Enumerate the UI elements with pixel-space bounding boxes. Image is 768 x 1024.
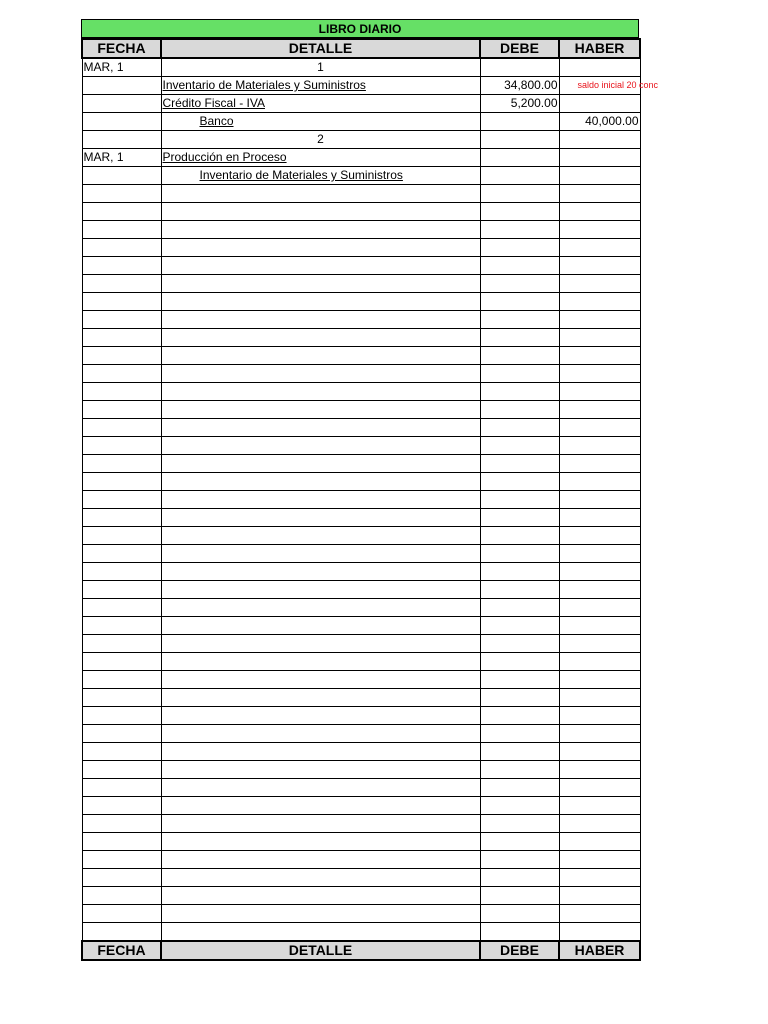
cell-debe[interactable] [480, 491, 559, 509]
account-name: Producción en Proceso [162, 150, 287, 164]
cell-debe[interactable] [480, 581, 559, 599]
cell-detalle[interactable] [161, 113, 480, 131]
empty-row [82, 671, 640, 689]
empty-row [82, 851, 640, 869]
cell-debe[interactable] [480, 815, 559, 833]
cell-haber[interactable] [559, 635, 640, 653]
cell-haber[interactable] [559, 311, 640, 329]
cell-debe[interactable] [480, 617, 559, 635]
cell-detalle[interactable] [161, 563, 480, 581]
cell-fecha[interactable]: MAR, 1 [82, 149, 161, 167]
cell-haber[interactable] [559, 851, 640, 869]
table-row [82, 77, 640, 95]
empty-row [82, 923, 640, 941]
cell-detalle[interactable] [161, 95, 480, 113]
cell-haber[interactable] [559, 401, 640, 419]
table-row [82, 149, 640, 167]
cell-haber[interactable] [559, 185, 640, 203]
cell-detalle[interactable] [161, 869, 480, 887]
empty-row [82, 779, 640, 797]
cell-haber[interactable] [559, 797, 640, 815]
cell-haber[interactable] [559, 149, 640, 167]
account-name: Crédito Fiscal - IVA [162, 96, 265, 110]
empty-row [82, 311, 640, 329]
cell-debe[interactable] [480, 635, 559, 653]
cell-haber[interactable] [559, 689, 640, 707]
cell-detalle[interactable] [161, 455, 480, 473]
ledger-sheet [81, 19, 659, 961]
cell-debe[interactable] [480, 923, 559, 941]
cell-detalle[interactable] [161, 167, 480, 185]
cell-haber[interactable] [559, 527, 640, 545]
cell-haber[interactable]: 40,000.00 [559, 113, 640, 131]
footer-row [82, 941, 640, 960]
cell-detalle[interactable] [161, 635, 480, 653]
empty-row [82, 707, 640, 725]
cell-haber[interactable] [559, 833, 640, 851]
cell-detalle[interactable] [161, 257, 480, 275]
cell-haber[interactable] [559, 617, 640, 635]
empty-row [82, 761, 640, 779]
footer-detalle[interactable]: DETALLE [161, 941, 480, 960]
cell-fecha[interactable] [82, 563, 161, 581]
cell-detalle[interactable] [161, 383, 480, 401]
cell-haber[interactable] [559, 347, 640, 365]
cell-detalle[interactable] [161, 905, 480, 923]
header-row [82, 39, 640, 58]
cell-detalle[interactable] [161, 815, 480, 833]
cell-fecha[interactable] [82, 725, 161, 743]
empty-row [82, 635, 640, 653]
cell-debe[interactable]: 34,800.00 [480, 77, 559, 95]
cell-debe[interactable] [480, 131, 559, 149]
cell-debe[interactable] [480, 833, 559, 851]
cell-haber[interactable] [559, 563, 640, 581]
cell-debe[interactable] [480, 545, 559, 563]
cell-detalle[interactable] [161, 77, 480, 95]
cell-detalle[interactable] [161, 293, 480, 311]
cell-haber[interactable] [559, 221, 640, 239]
cell-fecha[interactable] [82, 185, 161, 203]
cell-detalle[interactable] [161, 617, 480, 635]
cell-fecha[interactable] [82, 257, 161, 275]
cell-detalle[interactable] [161, 185, 480, 203]
cell-fecha[interactable] [82, 437, 161, 455]
cell-fecha[interactable] [82, 239, 161, 257]
cell-fecha[interactable] [82, 95, 161, 113]
cell-debe[interactable] [480, 887, 559, 905]
cell-debe[interactable] [480, 221, 559, 239]
cell-detalle[interactable] [161, 275, 480, 293]
cell-debe[interactable] [480, 563, 559, 581]
cell-fecha[interactable] [82, 311, 161, 329]
cell-fecha[interactable] [82, 599, 161, 617]
cell-fecha[interactable] [82, 887, 161, 905]
cell-debe[interactable] [480, 689, 559, 707]
empty-row [82, 599, 640, 617]
cell-haber[interactable] [559, 455, 640, 473]
cell-detalle[interactable] [161, 545, 480, 563]
cell-debe[interactable] [480, 257, 559, 275]
cell-detalle[interactable] [161, 671, 480, 689]
cell-detalle[interactable] [161, 851, 480, 869]
empty-row [82, 185, 640, 203]
cell-haber[interactable] [559, 383, 640, 401]
empty-row [82, 887, 640, 905]
cell-haber[interactable] [559, 905, 640, 923]
cell-debe[interactable] [480, 311, 559, 329]
cell-haber[interactable] [559, 545, 640, 563]
cell-debe[interactable] [480, 725, 559, 743]
cell-debe[interactable] [480, 437, 559, 455]
cell-fecha[interactable] [82, 77, 161, 95]
cell-haber[interactable] [559, 239, 640, 257]
cell-fecha[interactable] [82, 743, 161, 761]
cell-fecha[interactable] [82, 689, 161, 707]
cell-haber[interactable] [559, 77, 659, 95]
cell-debe[interactable] [480, 473, 559, 491]
empty-row [82, 455, 640, 473]
ledger-title: LIBRO DIARIO [81, 19, 639, 38]
cell-detalle[interactable] [161, 239, 480, 257]
cell-fecha[interactable] [82, 869, 161, 887]
cell-haber[interactable] [559, 58, 640, 77]
cell-debe[interactable] [480, 401, 559, 419]
cell-detalle[interactable] [161, 761, 480, 779]
cell-haber[interactable] [559, 167, 640, 185]
cell-fecha[interactable] [82, 635, 161, 653]
cell-fecha[interactable] [82, 347, 161, 365]
cell-debe[interactable] [480, 851, 559, 869]
cell-debe[interactable] [480, 905, 559, 923]
cell-haber[interactable] [559, 95, 640, 113]
cell-detalle[interactable] [161, 599, 480, 617]
empty-row [82, 869, 640, 887]
cell-haber[interactable] [559, 815, 640, 833]
header-fecha[interactable]: FECHA [82, 39, 161, 58]
cell-debe[interactable] [480, 761, 559, 779]
table-row [82, 58, 640, 77]
cell-haber[interactable] [559, 509, 640, 527]
cell-fecha[interactable] [82, 401, 161, 419]
empty-row [82, 653, 640, 671]
ledger-table [81, 38, 659, 961]
cell-haber[interactable] [559, 707, 640, 725]
cell-detalle[interactable] [161, 581, 480, 599]
cell-detalle[interactable] [161, 743, 480, 761]
cell-detalle[interactable]: 1 [161, 58, 480, 77]
cell-detalle[interactable] [161, 401, 480, 419]
cell-haber[interactable] [559, 293, 640, 311]
cell-haber[interactable] [559, 473, 640, 491]
cell-detalle[interactable] [161, 725, 480, 743]
cell-fecha[interactable] [82, 797, 161, 815]
cell-detalle[interactable] [161, 779, 480, 797]
cell-fecha[interactable] [82, 851, 161, 869]
cell-fecha[interactable] [82, 473, 161, 491]
cell-fecha[interactable] [82, 923, 161, 941]
cell-detalle[interactable] [161, 509, 480, 527]
cell-fecha[interactable] [82, 275, 161, 293]
empty-row [82, 815, 640, 833]
empty-row [82, 491, 640, 509]
cell-haber[interactable] [559, 203, 640, 221]
cell-detalle[interactable]: 2 [161, 131, 480, 149]
cell-fecha[interactable] [82, 131, 161, 149]
cell-detalle[interactable] [161, 887, 480, 905]
empty-row [82, 473, 640, 491]
cell-detalle[interactable] [161, 833, 480, 851]
cell-debe[interactable] [480, 509, 559, 527]
table-row [82, 113, 640, 131]
account-name: Banco [199, 114, 234, 128]
empty-row [82, 797, 640, 815]
cell-debe[interactable] [480, 113, 559, 131]
footer-fecha[interactable]: FECHA [82, 941, 161, 960]
table-row [82, 95, 640, 113]
table-row [82, 131, 640, 149]
cell-fecha[interactable] [82, 833, 161, 851]
cell-debe[interactable] [480, 293, 559, 311]
empty-row [82, 905, 640, 923]
cell-debe[interactable] [480, 419, 559, 437]
cell-debe[interactable] [480, 347, 559, 365]
cell-fecha[interactable] [82, 509, 161, 527]
cell-debe[interactable] [480, 797, 559, 815]
cell-fecha[interactable] [82, 221, 161, 239]
empty-row [82, 221, 640, 239]
cell-fecha[interactable] [82, 383, 161, 401]
cell-debe[interactable] [480, 743, 559, 761]
empty-row [82, 347, 640, 365]
cell-fecha[interactable] [82, 761, 161, 779]
cell-detalle[interactable] [161, 149, 480, 167]
cell-fecha[interactable] [82, 581, 161, 599]
cell-debe[interactable] [480, 671, 559, 689]
cell-detalle[interactable] [161, 365, 480, 383]
cell-fecha[interactable] [82, 779, 161, 797]
cell-fecha[interactable] [82, 653, 161, 671]
cell-detalle[interactable] [161, 797, 480, 815]
cell-haber[interactable] [559, 887, 640, 905]
header-debe[interactable]: DEBE [480, 39, 559, 58]
cell-detalle[interactable] [161, 203, 480, 221]
cell-fecha[interactable] [82, 365, 161, 383]
cell-fecha[interactable] [82, 293, 161, 311]
empty-row [82, 833, 640, 851]
cell-detalle[interactable] [161, 419, 480, 437]
cell-haber[interactable] [559, 779, 640, 797]
cell-debe[interactable] [480, 779, 559, 797]
cell-haber[interactable] [559, 131, 640, 149]
empty-row [82, 383, 640, 401]
cell-fecha[interactable] [82, 815, 161, 833]
footer-debe[interactable]: DEBE [480, 941, 559, 960]
cell-haber[interactable] [559, 275, 640, 293]
cell-detalle[interactable] [161, 491, 480, 509]
cell-haber[interactable] [559, 329, 640, 347]
cell-detalle[interactable] [161, 653, 480, 671]
empty-row [82, 437, 640, 455]
empty-row [82, 743, 640, 761]
cell-debe[interactable] [480, 869, 559, 887]
cell-debe[interactable] [480, 275, 559, 293]
cell-debe[interactable] [480, 455, 559, 473]
empty-row [82, 293, 640, 311]
cell-haber[interactable] [559, 581, 640, 599]
account-name: Inventario de Materiales y Suministros [162, 78, 366, 92]
footer-haber[interactable]: HABER [559, 941, 640, 960]
cell-detalle[interactable] [161, 311, 480, 329]
cell-haber[interactable] [559, 671, 640, 689]
empty-row [82, 545, 640, 563]
empty-row [82, 689, 640, 707]
cell-debe[interactable] [480, 185, 559, 203]
empty-row [82, 563, 640, 581]
cell-fecha[interactable] [82, 329, 161, 347]
cell-haber[interactable] [559, 419, 640, 437]
cell-haber[interactable] [559, 743, 640, 761]
cell-fecha[interactable] [82, 617, 161, 635]
cell-debe[interactable] [480, 58, 559, 77]
cell-haber[interactable] [559, 437, 640, 455]
empty-row [82, 617, 640, 635]
empty-row [82, 527, 640, 545]
cell-fecha[interactable] [82, 203, 161, 221]
cell-debe[interactable] [480, 203, 559, 221]
empty-row [82, 509, 640, 527]
cell-fecha[interactable] [82, 113, 161, 131]
note-text: saldo inicial 20 conc [577, 80, 659, 90]
cell-debe[interactable] [480, 239, 559, 257]
cell-haber[interactable] [559, 869, 640, 887]
cell-haber[interactable] [559, 653, 640, 671]
cell-fecha[interactable] [82, 527, 161, 545]
cell-debe[interactable] [480, 653, 559, 671]
empty-row [82, 239, 640, 257]
empty-row [82, 257, 640, 275]
empty-row [82, 419, 640, 437]
cell-fecha[interactable] [82, 419, 161, 437]
empty-row [82, 725, 640, 743]
cell-detalle[interactable] [161, 473, 480, 491]
cell-fecha[interactable] [82, 707, 161, 725]
cell-debe[interactable] [480, 329, 559, 347]
cell-detalle[interactable] [161, 221, 480, 239]
cell-fecha[interactable] [82, 671, 161, 689]
empty-row [82, 401, 640, 419]
empty-row [82, 275, 640, 293]
cell-debe[interactable]: 5,200.00 [480, 95, 559, 113]
cell-detalle[interactable] [161, 329, 480, 347]
cell-haber[interactable] [559, 599, 640, 617]
cell-detalle[interactable] [161, 437, 480, 455]
cell-detalle[interactable] [161, 923, 480, 941]
header-haber[interactable]: HABER [559, 39, 640, 58]
cell-haber[interactable] [559, 725, 640, 743]
empty-row [82, 365, 640, 383]
cell-debe[interactable] [480, 149, 559, 167]
cell-haber[interactable] [559, 257, 640, 275]
empty-row [82, 581, 640, 599]
cell-fecha[interactable] [82, 545, 161, 563]
cell-haber[interactable] [559, 491, 640, 509]
cell-detalle[interactable] [161, 527, 480, 545]
cell-debe[interactable] [480, 707, 559, 725]
account-name: Inventario de Materiales y Suministros [199, 168, 403, 182]
empty-row [82, 203, 640, 221]
cell-haber[interactable] [559, 761, 640, 779]
header-detalle[interactable]: DETALLE [161, 39, 480, 58]
table-row [82, 167, 640, 185]
cell-debe[interactable] [480, 167, 559, 185]
cell-fecha[interactable] [82, 491, 161, 509]
cell-fecha[interactable] [82, 167, 161, 185]
cell-haber[interactable] [559, 365, 640, 383]
cell-debe[interactable] [480, 527, 559, 545]
cell-debe[interactable] [480, 599, 559, 617]
cell-fecha[interactable] [82, 455, 161, 473]
empty-row [82, 329, 640, 347]
cell-detalle[interactable] [161, 689, 480, 707]
cell-detalle[interactable] [161, 347, 480, 365]
cell-haber[interactable] [559, 923, 640, 941]
cell-debe[interactable] [480, 383, 559, 401]
cell-fecha[interactable] [82, 905, 161, 923]
cell-debe[interactable] [480, 365, 559, 383]
cell-fecha[interactable]: MAR, 1 [82, 58, 161, 77]
cell-detalle[interactable] [161, 707, 480, 725]
